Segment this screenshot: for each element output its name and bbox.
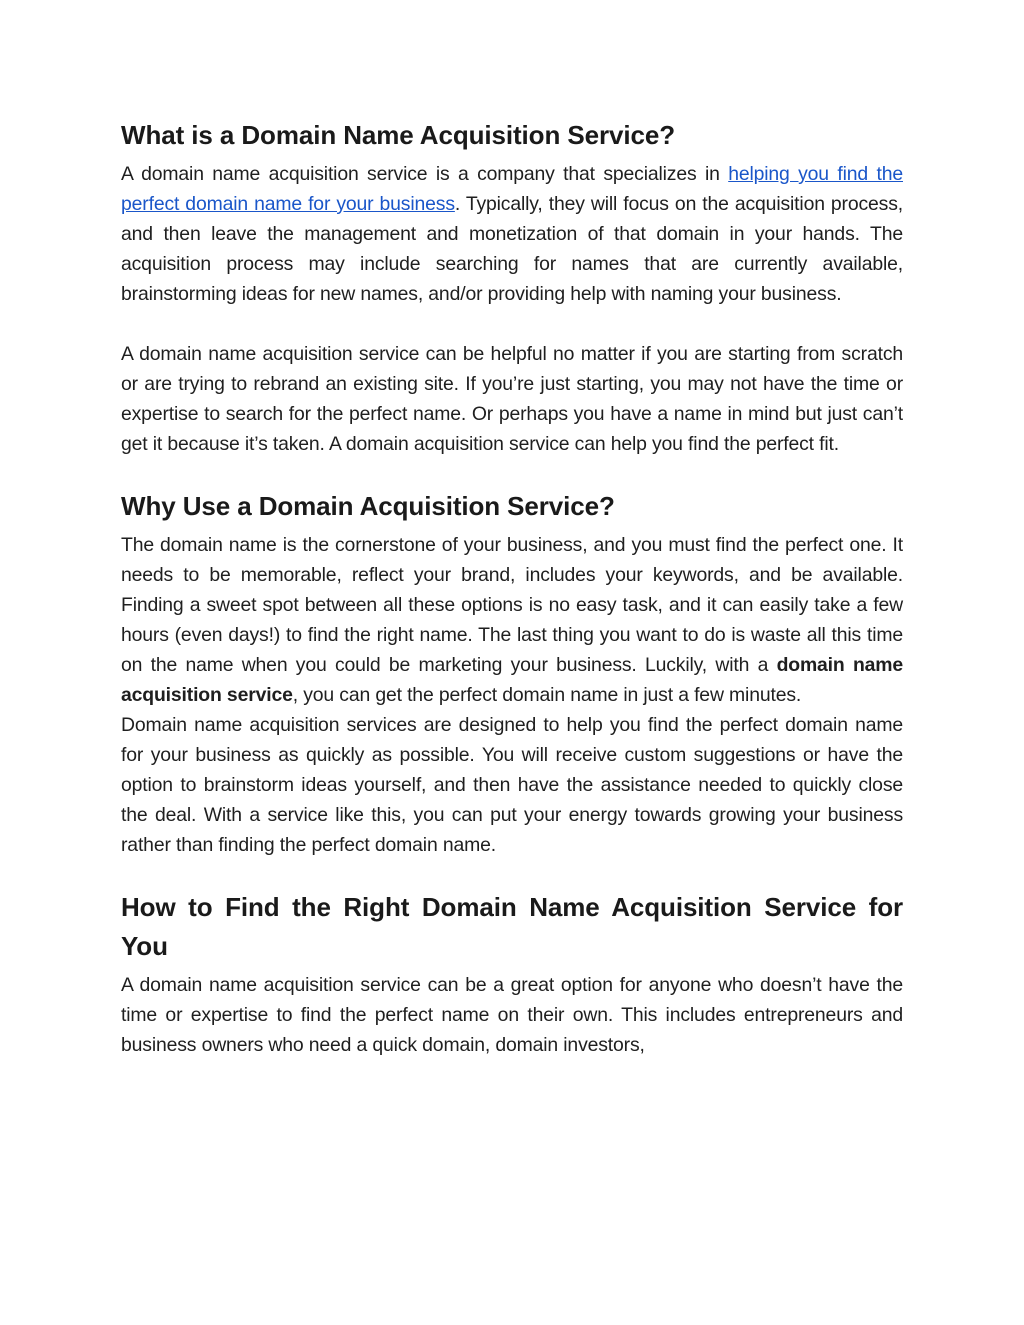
paragraph-great-option: A domain name acquisition service can be a great option for anyone who doesn’t have the time or expertise to find the perfect name on their own. This includes entrepreneurs and business owners who need a quick domain, domain investors,: [121, 974, 903, 1056]
document-page: [121, 116, 903, 1060]
paragraph-helpful: A domain name acquisition service can be helpful no matter if you are starting from scratch or are trying to rebrand an existing site. If you’re just starting, you may not have the time or expertise to search for the perfect name. Or perhaps you have a name in mind but just can’t get it because it’s taken. A domain acquisition service can help you find the perfect fit.: [121, 343, 903, 455]
paragraph-cornerstone: [121, 530, 903, 710]
section-heading-what-is: What is a Domain Name Acquisition Service?: [121, 120, 675, 150]
bold-keyword: domain name acquisition service: [121, 654, 904, 706]
section-heading-why-use: Why Use a Domain Acquisition Service?: [121, 491, 615, 521]
paragraph-text: A domain name acquisition service is a company that specializes in: [121, 163, 729, 185]
paragraph-definition: [121, 159, 903, 309]
paragraph-text: . Typically, they will focus on the acquisition process, and then leave the management and monetization of that domain in your hands. The acquisition process may include searching for names that are currently available, brainstorming ideas for new names, and/or providing help with naming your business.: [121, 193, 904, 305]
paragraph-text: , you can get the perfect domain name in just a few minutes.: [292, 684, 802, 706]
blank-line: [121, 309, 903, 339]
paragraph-text: The domain name is the cornerstone of your business, and you must find the perfect one. It needs to be memorable, reflect your brand, includes your keywords, and be available. Finding a sweet spot between all these options is no easy task, and it can easily take a few hours (even days!) to find the right name. The last thing you want to do is waste all this time on the name when you could be marketing your business. Luckily, with a: [121, 534, 903, 676]
helping-you-find-link[interactable]: helping you find the perfect domain name for your business: [121, 163, 903, 215]
section-heading-how-to-find: How to Find the Right Domain Name Acquisition Service for You: [121, 892, 903, 961]
section-gap: [121, 860, 903, 888]
paragraph-designed: Domain name acquisition services are designed to help you find the perfect domain name for your business as quickly as possible. You will receive custom suggestions or have the option to brainstorm ideas yourself, and then have the assistance needed to quickly close the deal. With a service like this, you can put your energy towards growing your business rather than finding the perfect domain name.: [121, 714, 903, 856]
section-gap: [121, 459, 903, 487]
